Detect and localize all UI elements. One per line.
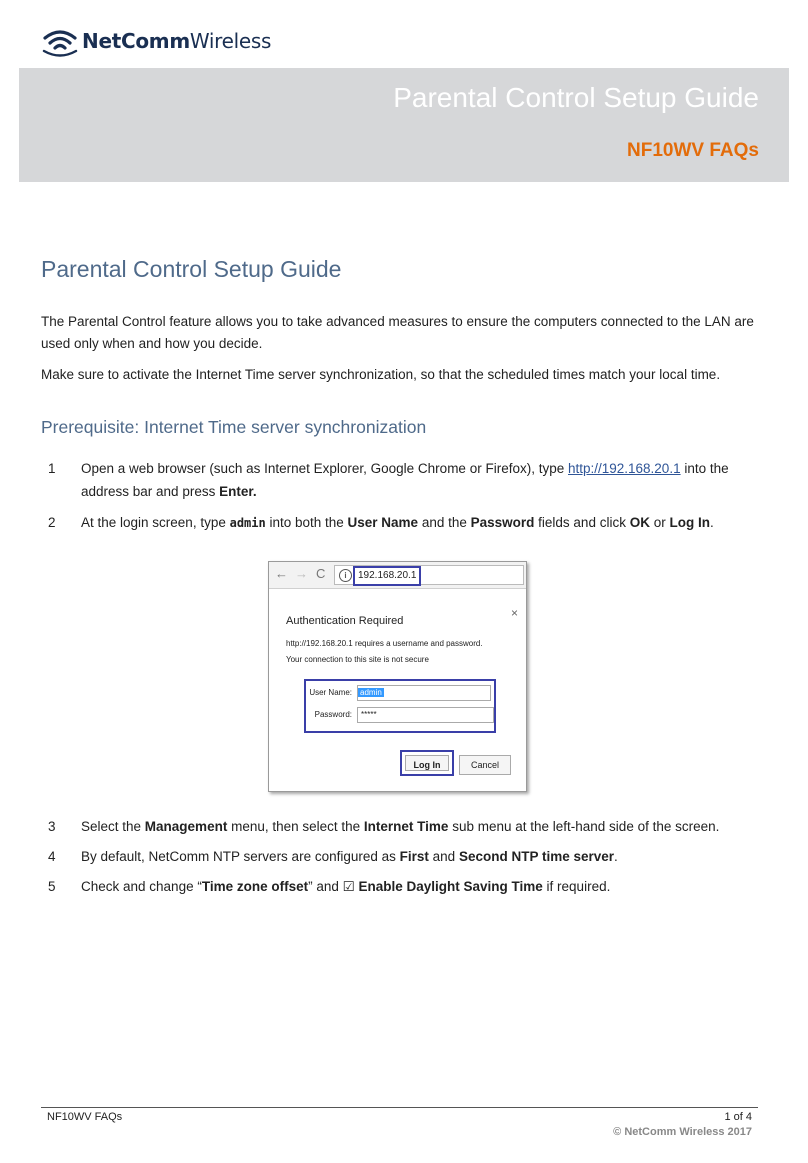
intro-paragraph-1: The Parental Control feature allows you to take advanced measures to ensure the computers connected to the LAN are used only when and how you decide. <box>41 314 754 351</box>
step-emphasis: User Name <box>347 515 419 530</box>
back-arrow-icon: ← <box>275 566 288 581</box>
step-text: and the <box>418 515 471 530</box>
step-emphasis: Second NTP time server <box>458 849 615 864</box>
footer-copyright: © NetComm Wireless 2017 <box>613 1126 752 1138</box>
step-text: or <box>649 515 670 530</box>
username-value: admin <box>360 688 382 697</box>
url-text: 192.168.20.1 <box>353 566 421 586</box>
brand-logo <box>42 24 271 58</box>
header-banner <box>19 68 789 182</box>
step-number: 5 <box>48 879 56 894</box>
step-number: 4 <box>48 849 56 864</box>
step-text: Check and change “ <box>81 879 202 894</box>
step-emphasis: Internet Time <box>363 819 449 834</box>
forward-arrow-icon: → <box>295 566 308 581</box>
code-admin: admin <box>229 516 266 530</box>
step-5 <box>48 875 768 898</box>
step-text: At the login screen, type <box>81 515 230 530</box>
step-text: . <box>709 515 714 530</box>
brand-name: NetCommWireless <box>82 29 272 53</box>
step-text: Select the <box>81 819 145 834</box>
step-text: into the address bar and press <box>81 461 729 499</box>
step-emphasis: Enter. <box>219 484 257 499</box>
step-text: if required. <box>542 879 611 894</box>
footer-doc-name: NF10WV FAQs <box>47 1111 123 1123</box>
login-button-highlight <box>400 750 454 776</box>
footer-divider <box>41 1107 758 1108</box>
page-title: Parental Control Setup Guide <box>41 256 342 282</box>
reload-icon: C <box>316 566 326 581</box>
step-text: ” and ☑ <box>308 879 359 894</box>
password-label: Password: <box>314 710 352 719</box>
step-emphasis: Log In <box>669 515 710 530</box>
dialog-line-1: http://192.168.20.1 requires a username and password. <box>286 639 483 648</box>
step-2 <box>48 511 768 535</box>
step-emphasis: OK <box>629 515 650 530</box>
username-label: User Name: <box>309 688 352 697</box>
step-1 <box>48 457 768 503</box>
dialog-title: Authentication Required <box>286 615 404 627</box>
dialog-line-2: Your connection to this site is not secure <box>286 655 429 664</box>
step-emphasis: Management <box>144 819 228 834</box>
step-number: 1 <box>48 461 56 476</box>
section-heading: Prerequisite: Internet Time server synchronization <box>41 417 427 437</box>
username-field <box>357 685 491 701</box>
credentials-box <box>304 679 496 733</box>
footer-page-number: 1 of 4 <box>724 1111 752 1123</box>
router-url-link[interactable]: http://192.168.20.1 <box>567 461 681 476</box>
step-emphasis: First <box>399 849 429 864</box>
url-box <box>334 565 524 585</box>
step-number: 2 <box>48 515 56 530</box>
login-button: Log In <box>405 755 449 771</box>
intro-paragraph-2: Make sure to activate the Internet Time server synchronization, so that the scheduled times match your local time. <box>41 367 721 382</box>
step-text: menu, then select the <box>227 819 364 834</box>
banner-subtitle: NF10WV FAQs <box>627 140 759 161</box>
step-4 <box>48 845 768 868</box>
step-text: and <box>428 849 459 864</box>
step-emphasis: Time zone offset <box>201 879 309 894</box>
banner-title: Parental Control Setup Guide <box>393 82 759 113</box>
step-text: into both the <box>265 515 348 530</box>
step-text: Open a web browser (such as Internet Explorer, Google Chrome or Firefox), type <box>81 461 568 476</box>
step-text: By default, NetComm NTP servers are configured as <box>81 849 400 864</box>
wifi-logo-icon <box>42 24 78 58</box>
browser-address-bar <box>269 562 526 589</box>
step-3 <box>48 815 768 838</box>
info-icon: i <box>339 569 352 582</box>
cancel-button: Cancel <box>459 755 511 775</box>
step-number: 3 <box>48 819 56 834</box>
step-text: sub menu at the left-hand side of the screen. <box>448 819 720 834</box>
step-emphasis: Enable Daylight Saving Time <box>358 879 543 894</box>
password-field: ***** <box>357 707 494 723</box>
step-text: fields and click <box>534 515 630 530</box>
close-icon: × <box>510 606 518 620</box>
login-screenshot <box>268 561 527 792</box>
step-emphasis: Password <box>470 515 535 530</box>
step-text: . <box>614 849 618 864</box>
